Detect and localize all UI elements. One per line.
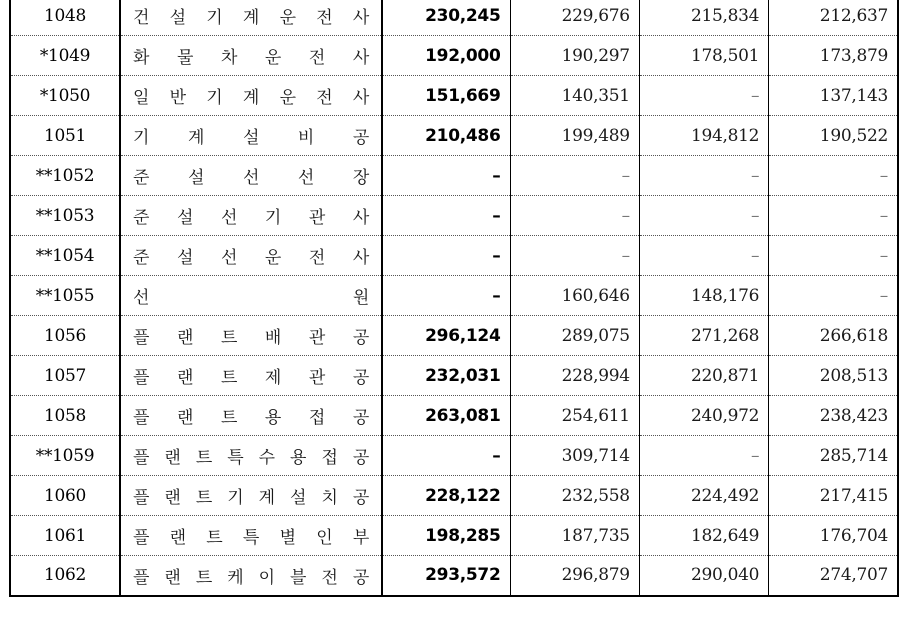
occupation-name-cell — [120, 0, 382, 36]
previous-wage-3: – — [769, 196, 898, 236]
current-wage: 230,245 — [382, 0, 510, 36]
table-row — [10, 156, 898, 196]
occupation-name-cell — [120, 36, 382, 76]
previous-wage-2: 215,834 — [639, 0, 768, 36]
previous-wage-1: 254,611 — [510, 396, 639, 436]
previous-wage-1: 229,676 — [510, 0, 639, 36]
occupation-name: 화 물 차 운 전 사 — [133, 48, 369, 68]
previous-wage-2: 224,492 — [639, 476, 768, 516]
table-row — [10, 556, 898, 596]
previous-wage-1: 289,075 — [510, 316, 639, 356]
table-row — [10, 236, 898, 276]
current-wage: – — [382, 196, 510, 236]
previous-wage-2: – — [639, 236, 768, 276]
occupation-code: **1054 — [10, 236, 120, 276]
previous-wage-3: 217,415 — [769, 476, 898, 516]
wage-table — [9, 0, 899, 597]
occupation-code: 1062 — [10, 556, 120, 596]
previous-wage-3: 176,704 — [769, 516, 898, 556]
previous-wage-3: 238,423 — [769, 396, 898, 436]
occupation-code: **1059 — [10, 436, 120, 476]
occupation-name-cell — [120, 556, 382, 596]
current-wage: – — [382, 236, 510, 276]
current-wage: 232,031 — [382, 356, 510, 396]
previous-wage-1: 187,735 — [510, 516, 639, 556]
current-wage: 228,122 — [382, 476, 510, 516]
previous-wage-3: 266,618 — [769, 316, 898, 356]
occupation-name: 준 설 선 운 전 사 — [133, 248, 369, 268]
previous-wage-2: – — [639, 436, 768, 476]
occupation-name: 플 랜 트 배 관 공 — [133, 328, 369, 348]
table-row — [10, 316, 898, 356]
previous-wage-3: 208,513 — [769, 356, 898, 396]
previous-wage-2: 178,501 — [639, 36, 768, 76]
occupation-name-cell — [120, 76, 382, 116]
table-row — [10, 116, 898, 156]
occupation-code: **1053 — [10, 196, 120, 236]
occupation-code: **1052 — [10, 156, 120, 196]
previous-wage-1: – — [510, 156, 639, 196]
occupation-name-cell — [120, 236, 382, 276]
occupation-code: *1050 — [10, 76, 120, 116]
occupation-name-cell — [120, 156, 382, 196]
previous-wage-2: – — [639, 76, 768, 116]
previous-wage-3: – — [769, 236, 898, 276]
occupation-name: 건 설 기 계 운 전 사 — [133, 8, 369, 28]
previous-wage-1: 199,489 — [510, 116, 639, 156]
previous-wage-2: 271,268 — [639, 316, 768, 356]
occupation-code: *1049 — [10, 36, 120, 76]
occupation-name: 선 원 — [133, 288, 369, 308]
previous-wage-1: 140,351 — [510, 76, 639, 116]
table-row — [10, 276, 898, 316]
occupation-name: 플 랜 트 특 별 인 부 — [133, 528, 369, 548]
table-row — [10, 0, 898, 36]
occupation-code: 1057 — [10, 356, 120, 396]
current-wage: – — [382, 276, 510, 316]
occupation-code: 1056 — [10, 316, 120, 356]
current-wage: 192,000 — [382, 36, 510, 76]
occupation-name-cell — [120, 356, 382, 396]
previous-wage-2: – — [639, 196, 768, 236]
previous-wage-3: 212,637 — [769, 0, 898, 36]
occupation-name-cell — [120, 396, 382, 436]
previous-wage-3: 190,522 — [769, 116, 898, 156]
occupation-name: 플 랜 트 특 수 용 접 공 — [133, 448, 369, 468]
occupation-name: 플 랜 트 제 관 공 — [133, 368, 369, 388]
current-wage: 293,572 — [382, 556, 510, 596]
occupation-name: 준 설 선 기 관 사 — [133, 208, 369, 228]
occupation-name-cell — [120, 476, 382, 516]
occupation-name-cell — [120, 436, 382, 476]
previous-wage-2: 290,040 — [639, 556, 768, 596]
table-row — [10, 36, 898, 76]
current-wage: 210,486 — [382, 116, 510, 156]
previous-wage-3: – — [769, 156, 898, 196]
occupation-name-cell — [120, 116, 382, 156]
previous-wage-3: 173,879 — [769, 36, 898, 76]
occupation-code: 1060 — [10, 476, 120, 516]
table-row — [10, 196, 898, 236]
previous-wage-2: 148,176 — [639, 276, 768, 316]
previous-wage-1: 228,994 — [510, 356, 639, 396]
previous-wage-3: 285,714 — [769, 436, 898, 476]
previous-wage-2: 240,972 — [639, 396, 768, 436]
previous-wage-1: 232,558 — [510, 476, 639, 516]
occupation-code: 1051 — [10, 116, 120, 156]
table-row — [10, 396, 898, 436]
previous-wage-3: 274,707 — [769, 556, 898, 596]
previous-wage-2: – — [639, 156, 768, 196]
table-body — [10, 0, 898, 596]
current-wage: – — [382, 156, 510, 196]
occupation-name: 기 계 설 비 공 — [133, 128, 369, 148]
previous-wage-1: – — [510, 196, 639, 236]
table-row — [10, 476, 898, 516]
table-row — [10, 76, 898, 116]
occupation-name: 준 설 선 선 장 — [133, 168, 369, 188]
table-row — [10, 516, 898, 556]
occupation-code: 1048 — [10, 0, 120, 36]
occupation-name-cell — [120, 316, 382, 356]
previous-wage-1: 190,297 — [510, 36, 639, 76]
current-wage: 198,285 — [382, 516, 510, 556]
current-wage: 263,081 — [382, 396, 510, 436]
current-wage: 296,124 — [382, 316, 510, 356]
occupation-name-cell — [120, 516, 382, 556]
previous-wage-1: 309,714 — [510, 436, 639, 476]
occupation-name-cell — [120, 276, 382, 316]
current-wage: 151,669 — [382, 76, 510, 116]
previous-wage-1: 160,646 — [510, 276, 639, 316]
previous-wage-3: 137,143 — [769, 76, 898, 116]
previous-wage-2: 194,812 — [639, 116, 768, 156]
previous-wage-1: – — [510, 236, 639, 276]
occupation-name: 플 랜 트 케 이 블 전 공 — [133, 567, 369, 588]
table-row — [10, 436, 898, 476]
previous-wage-2: 182,649 — [639, 516, 768, 556]
occupation-name: 플 랜 트 용 접 공 — [133, 408, 369, 428]
occupation-code: **1055 — [10, 276, 120, 316]
occupation-name-cell — [120, 196, 382, 236]
previous-wage-1: 296,879 — [510, 556, 639, 596]
occupation-code: 1058 — [10, 396, 120, 436]
table-row — [10, 356, 898, 396]
occupation-name: 일 반 기 계 운 전 사 — [133, 88, 369, 108]
occupation-name: 플 랜 트 기 계 설 치 공 — [133, 488, 369, 508]
previous-wage-2: 220,871 — [639, 356, 768, 396]
occupation-code: 1061 — [10, 516, 120, 556]
previous-wage-3: – — [769, 276, 898, 316]
current-wage: – — [382, 436, 510, 476]
